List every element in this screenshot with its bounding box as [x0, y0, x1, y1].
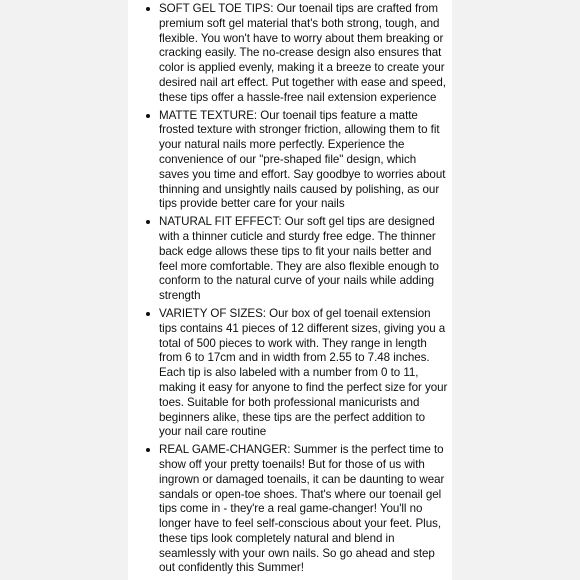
- feature-bullet-text: REAL GAME-CHANGER: Summer is the perfect time to show off your pretty toenails! But for those of us with ingrown or damaged toenails, it can be daunting to wear sandals or open-toe shoes. That's where our toenail gel tips come in - they're a real game-changer! You'll no longer have to feel self-conscious about your feet. Plus, these tips look completely natural and blend in seamlessly with your own nails. So go ahead and step out confidently this Summer!: [159, 443, 445, 575]
- bullet-dot-icon: [146, 7, 150, 11]
- feature-bullet-soft-gel: [128, 2, 452, 106]
- feature-bullet-natural-fit: [128, 215, 452, 304]
- feature-bullet-game-changer: [128, 443, 452, 576]
- feature-bullet-text: VARIETY OF SIZES: Our box of gel toenail extension tips contains 41 pieces of 12 different sizes, giving you a total of 500 pieces to work with. They range in length from 6 to 17cm and in width from 2.55 to 7.48 inches. Each tip is also labeled with a number from 0 to 11, making it easy for anyone to find the perfect size for your toes. Suitable for both professional manicurists and beginners alike, these tips are the perfect addition to your nail care routine: [159, 306, 448, 439]
- feature-bullet-sizes: [128, 307, 452, 440]
- product-description-panel: [128, 0, 452, 580]
- feature-bullet-text: MATTE TEXTURE: Our toenail tips feature a matte frosted texture with stronger friction, allowing them to fit your natural nails more perfectly. Experience the convenience of our "pre-shaped file" design, which saves you time and effort. Say goodbye to worries about thinning and unsightly nails caused by polishing, as our tips provide better care for your nails: [159, 108, 446, 211]
- feature-bullet-matte-texture: [128, 109, 452, 213]
- feature-bullet-text: SOFT GEL TOE TIPS: Our toenail tips are crafted from premium soft gel material that's both strong, tough, and flexible. You won't have to worry about them breaking or cracking easily. The no-crease design also ensures that color is applied evenly, making it a breeze to create your desired nail art effect. Put together with ease and speed, these tips offer a hassle-free nail extension experience: [159, 2, 446, 104]
- bullet-dot-icon: [146, 220, 150, 224]
- feature-bullet-list: [128, 2, 452, 579]
- bullet-dot-icon: [146, 448, 150, 452]
- bullet-dot-icon: [146, 114, 150, 118]
- bullet-dot-icon: [146, 312, 150, 316]
- feature-bullet-text: NATURAL FIT EFFECT: Our soft gel tips are designed with a thinner cuticle and sturdy free edge. The thinner back edge allows these tips to fit your nails better and feel more comfortable. They are also flexible enough to conform to the natural curve of your nails while adding strength: [159, 215, 439, 303]
